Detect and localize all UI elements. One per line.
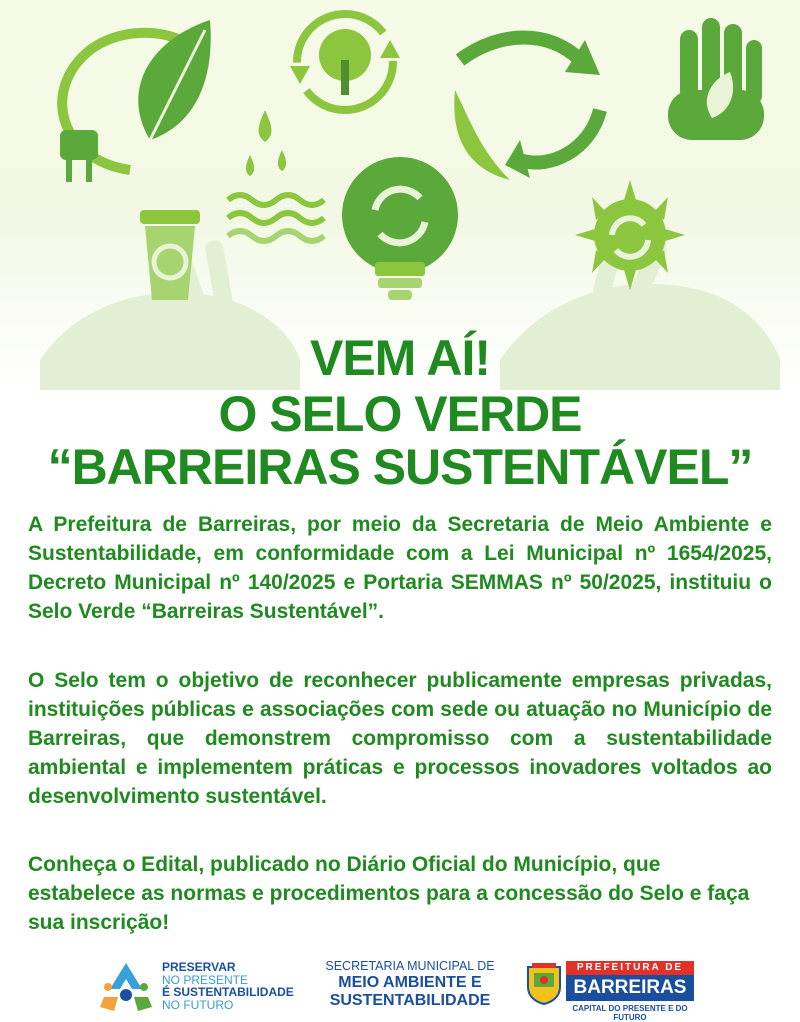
recycle-arrows-icon (454, 38, 600, 181)
water-drop-icon (228, 110, 324, 241)
headline-line-1: VEM AÍ! (309, 330, 491, 386)
semmas-line-3: SUSTENTABILIDADE (329, 992, 491, 1009)
prefeitura-label: PREFEITURA DE (566, 961, 694, 975)
preservar-line-4: NO FUTURO (162, 997, 234, 1012)
paragraph-objective: O Selo tem o objetivo de reconhecer publicamente empresas privadas, instituições públicas e associações com sede ou atuação no Município de Barreiras, que demonstrem compromisso com a sustentabilidade ambiental e implementem práticas e processos inovadores voltados ao desenvolvimento sustentável. (28, 669, 772, 808)
paragraph-intro: A Prefeitura de Barreiras, por meio da Secretaria de Meio Ambiente e Sustentabilidade, em conformidade com a Lei Municipal nº 1654/2025, Decreto Municipal nº 140/2025 e Portaria SEMMAS nº 50/2025, instituiu o Selo Verde “Barreiras Sustentável”. (28, 513, 772, 623)
preservar-logo (96, 957, 306, 1017)
semmas-logo (312, 959, 508, 1010)
paragraph-call-to-action: Conheça o Edital, publicado no Diário Oficial do Município, que estabelece as normas e procedimentos para a concessão do Selo e faça sua inscrição! (28, 853, 750, 934)
barreiras-label: BARREIRAS (566, 975, 694, 1001)
city-crest-icon (524, 961, 564, 1005)
recycle-people-icon (96, 957, 156, 1017)
lightbulb-recycle-icon (342, 157, 458, 300)
tree-recycle-icon (290, 14, 400, 110)
footer-logos (0, 955, 800, 1020)
barreiras-tagline: CAPITAL DO PRESENTE E DO FUTURO (572, 1004, 688, 1022)
plug-leaf-icon (60, 20, 211, 182)
hand-leaf-icon (668, 18, 764, 140)
preservar-line-2: NO PRESENTE (162, 972, 249, 987)
sun-recycle-icon (575, 180, 685, 290)
preservar-line-1: PRESERVAR (162, 960, 236, 974)
headline-line-2: O SELO VERDE (218, 386, 582, 442)
headline-line-3: “BARREIRAS SUSTENTÁVEL” (47, 439, 753, 495)
semmas-line-2: MEIO AMBIENTE E (338, 974, 482, 991)
preservar-logo-text (162, 961, 294, 1011)
preservar-line-3: É SUSTENTABILIDADE (162, 985, 294, 999)
semmas-line-1: SECRETARIA MUNICIPAL DE (325, 959, 495, 973)
prefeitura-barreiras-logo (524, 959, 700, 1022)
